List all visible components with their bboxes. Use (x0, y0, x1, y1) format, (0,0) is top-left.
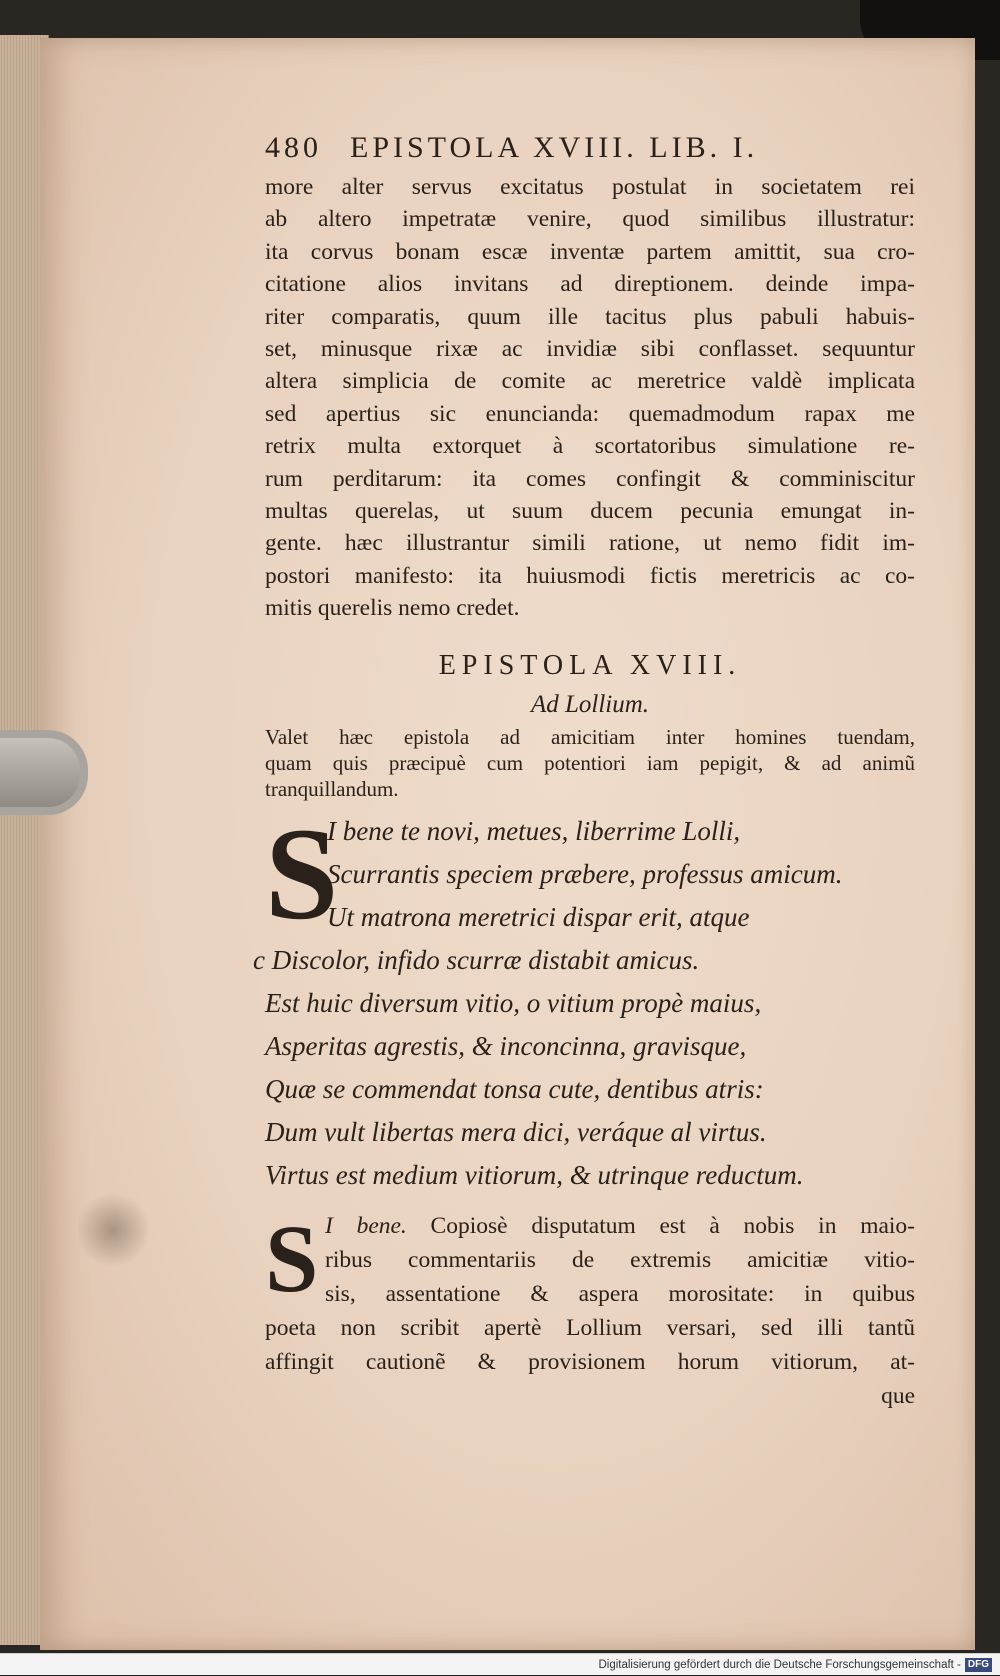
running-header (265, 125, 915, 171)
prose-line: gente. hæc illustrantur simili ratione, ut nemo fidit im- (265, 530, 915, 557)
prose-line: sed apertius sic enuncianda: quemadmodum rapax me (265, 400, 915, 427)
argument-block (265, 724, 915, 802)
dfg-logo: DFG (965, 1658, 992, 1672)
verse-line: Asperitas agrestis, & inconcinna, gravisque, (265, 1031, 747, 1062)
commentary-line: ribus commentariis de extremis amicitiæ vitio- (325, 1247, 915, 1274)
prose-block (265, 171, 915, 624)
prose-line: more alter servus excitatus postulat in societatem rei (265, 174, 915, 200)
commentary-line: sis, assentatione & aspera morositate: in quibus (325, 1281, 915, 1308)
page-content (253, 125, 916, 1413)
verse-line: Quæ se commendat tonsa cute, dentibus atris: (265, 1074, 764, 1105)
argument-line: tranquillandum. (265, 777, 399, 802)
book-clip (0, 730, 88, 815)
commentary-lemma: I bene. (325, 1213, 407, 1240)
argument-line: Valet hæc epistola ad amicitiam inter homines tuendam, (265, 725, 915, 750)
prose-line: multas querelas, ut suum ducem pecunia emungat in- (265, 497, 915, 524)
commentary-first-line: Copiosè disputatum est à nobis in maio- (406, 1213, 916, 1240)
prose-line: citatione alios invitans ad direptionem. deinde impa- (265, 271, 915, 298)
footer-text: Digitalisierung gefördert durch die Deutsche Forschungsgemeinschaft - (598, 1659, 961, 1671)
verse-line: Est huic diversum vitio, o vitium propè maius, (265, 988, 762, 1019)
prose-line: ita corvus bonam escæ inventæ partem amittit, sua cro- (265, 238, 915, 265)
commentary-block (265, 1205, 916, 1413)
prose-line: postori manifesto: ita huiusmodi fictis meretricis ac co- (265, 562, 915, 589)
digitization-footer (0, 1653, 1000, 1675)
argument-line: quam quis præcipuè cum potentiori iam pepigit, & ad animũ (265, 751, 915, 776)
prose-line: altera simplicia de comite ac meretrice valdè implicata (265, 368, 915, 395)
commentary-line: affingit cautionẽ & provisionem horum vitiorum, at- (265, 1349, 915, 1376)
verse-dropcap: S (265, 800, 339, 948)
epistle-subtitle: Ad Lollium. (530, 691, 650, 719)
prose-line: ab altero impetratæ venire, quod similibus illustratur: (265, 206, 915, 233)
running-title: EPISTOLA XVIII. LIB. I. (350, 131, 759, 164)
prose-line: rum perditarum: ita comes confingit & comminiscitur (265, 465, 915, 492)
commentary-line (265, 1209, 915, 1243)
verse-line: Virtus est medium vitiorum, & utrinque reductum. (265, 1160, 804, 1191)
page-number: 480 (265, 131, 322, 164)
ink-stain (78, 1190, 148, 1270)
verse-line: I bene te novi, metues, liberrime Lolli, (327, 816, 741, 847)
verse-line: Dum vult libertas mera dici, veráque al virtus. (265, 1117, 767, 1148)
prose-line: riter comparatis, quum ille tacitus plus pabuli habuis- (265, 303, 915, 330)
prose-line: retrix multa extorquet à scortatoribus simulatione re- (265, 433, 915, 460)
verse-line: Ut matrona meretrici dispar erit, atque (327, 902, 750, 933)
verse-block (253, 800, 915, 1197)
prose-line: set, minusque rixæ ac invidiæ sibi conflasset. sequuntur (265, 335, 915, 362)
epistle-title: EPISTOLA XVIII. (438, 650, 742, 682)
prose-line: mitis querelis nemo credet. (265, 595, 520, 622)
catchword: que (881, 1383, 915, 1410)
commentary-dropcap: S (265, 1205, 319, 1313)
verse-line: c Discolor, infido scurræ distabit amicus. (253, 945, 700, 976)
verse-line: Scurrantis speciem præbere, professus amicum. (327, 859, 843, 890)
commentary-line: poeta non scribit apertè Lollium versari, sed illi tantũ (265, 1315, 915, 1342)
